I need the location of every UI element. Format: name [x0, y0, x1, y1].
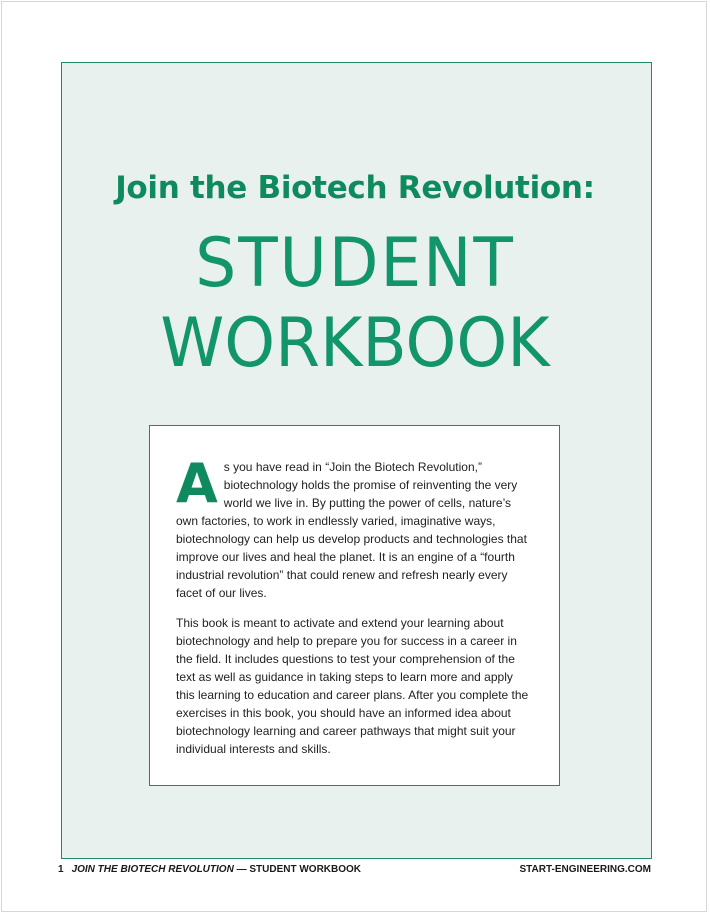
cover-title-line-2: WORKBOOK: [160, 304, 550, 383]
footer-book-title: JOIN THE BIOTECH REVOLUTION: [71, 864, 234, 875]
cover-title-line-1: STUDENT: [195, 224, 515, 303]
cover-kicker: Join the Biotech Revolution:: [115, 170, 595, 206]
intro-paragraph-2: This book is meant to activate and extend your learning about biotechnology and help to prepare you for success in a career in the field. It includes questions to test your comprehension of the text as well as guidance in taking steps to learn more and apply this learning to education and career plans. After you complete the exercises in this book, you should have an informed idea about biotechnology learning and career pathways that might suit your individual interests and skills.: [176, 616, 529, 756]
footer-website[interactable]: START-ENGINEERING.COM: [519, 864, 651, 875]
footer-subtitle: — STUDENT WORKBOOK: [233, 864, 362, 875]
intro-paragraph-1: [176, 452, 533, 602]
intro-paragraph-1-text: s you have read in “Join the Biotech Revolution,” biotechnology holds the promise of reinventing the very world we live in. By putting the power of cells, nature’s own factories, to work in endlessly varied, imaginative ways, biotechnology can help us develop products and technologies that improve our lives and heal the planet. It is an engine of a “fourth industrial revolution” that could renew and refresh nearly every facet of our lives.: [176, 460, 527, 600]
drop-cap: A: [176, 452, 218, 515]
footer-left: [58, 864, 361, 875]
intro-text-box: [149, 425, 560, 786]
page-footer: [58, 864, 651, 878]
page-number: 1: [58, 864, 64, 875]
